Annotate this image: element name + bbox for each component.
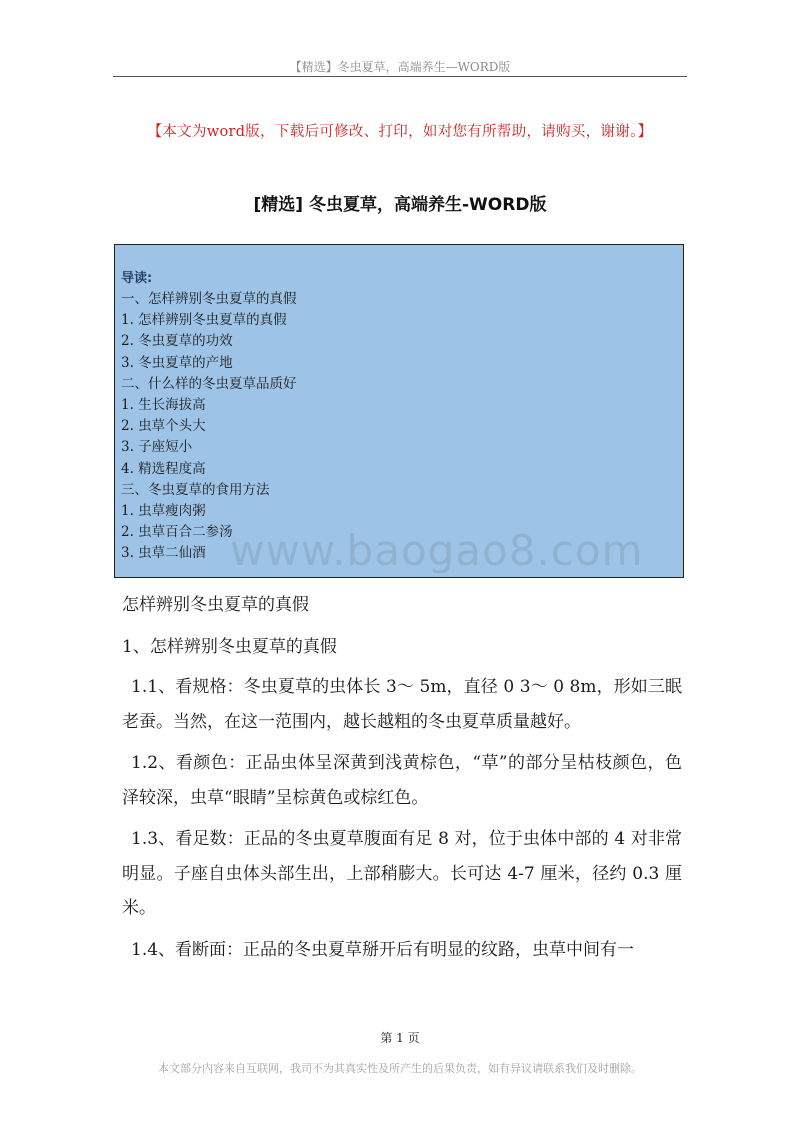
toc-item[interactable]: 二、什么样的冬虫夏草品质好: [121, 375, 297, 392]
paragraph-legs: 1.3、看足数：正品的冬虫夏草腹面有足 8 对，位于虫体中部的 4 对非常明显。子座自虫体头部生出，上部稍膨大。长可达 4-7 厘米，径约 0.3 厘米。: [122, 829, 682, 918]
footer-disclaimer: 本文部分内容来自互联网，我司不为其真实性及所产生的后果负责，如有异议请联系我们及时删除。: [158, 1062, 642, 1075]
paragraph-specification: 1.1、看规格：冬虫夏草的虫体长 3～ 5m，直径 0 3～ 0 8m，形如三眠老蚕。当然，在这一范围内，越长越粗的冬虫夏草质量越好。: [122, 677, 682, 732]
purchase-notice: 【本文为word版，下载后可修改、打印，如对您有所帮助，请购买，谢谢。】: [147, 124, 653, 140]
toc-item[interactable]: 一、怎样辨别冬虫夏草的真假: [121, 291, 297, 307]
toc-item[interactable]: 3. 冬虫夏草的产地: [121, 354, 233, 371]
sub-heading: 1、怎样辨别冬虫夏草的真假: [122, 637, 337, 657]
toc-item[interactable]: 2. 冬虫夏草的功效: [121, 333, 233, 350]
toc-heading: 导读:: [121, 271, 153, 286]
toc-item[interactable]: 4. 精选程度高: [121, 460, 206, 477]
section-heading: 怎样辨别冬虫夏草的真假: [122, 595, 309, 615]
toc-item[interactable]: 3. 子座短小: [121, 439, 193, 456]
toc-item[interactable]: 2. 虫草个头大: [121, 418, 206, 435]
toc-item[interactable]: 1. 生长海拔高: [121, 397, 206, 414]
toc-item[interactable]: 1. 虫草瘦肉粥: [121, 503, 206, 520]
toc-item[interactable]: 1. 怎样辨别冬虫夏草的真假: [121, 312, 287, 329]
paragraph-color: 1.2、看颜色：正品虫体呈深黄到浅黄棕色，“草”的部分呈枯枝颜色，色泽较深，虫草“眼睛”呈棕黄色或棕红色。: [122, 753, 682, 808]
toc-item[interactable]: 3. 虫草二仙酒: [121, 545, 206, 562]
document-title: [精选] 冬虫夏草，高端养生-WORD版: [253, 195, 547, 215]
watermark: www.baogao8.com: [230, 526, 644, 575]
toc-list: [121, 289, 683, 565]
running-header: 【精选】冬虫夏草，高端养生—WORD版: [289, 60, 511, 74]
header-divider: [113, 76, 687, 77]
toc-item[interactable]: 2. 虫草百合二参汤: [121, 524, 233, 541]
body-content: [122, 588, 682, 974]
paragraph-cross-section: 1.4、看断面：正品的冬虫夏草掰开后有明显的纹路，虫草中间有一: [131, 939, 635, 960]
page-number: 第 1 页: [380, 1031, 420, 1045]
toc-item[interactable]: 三、冬虫夏草的食用方法: [121, 481, 270, 498]
